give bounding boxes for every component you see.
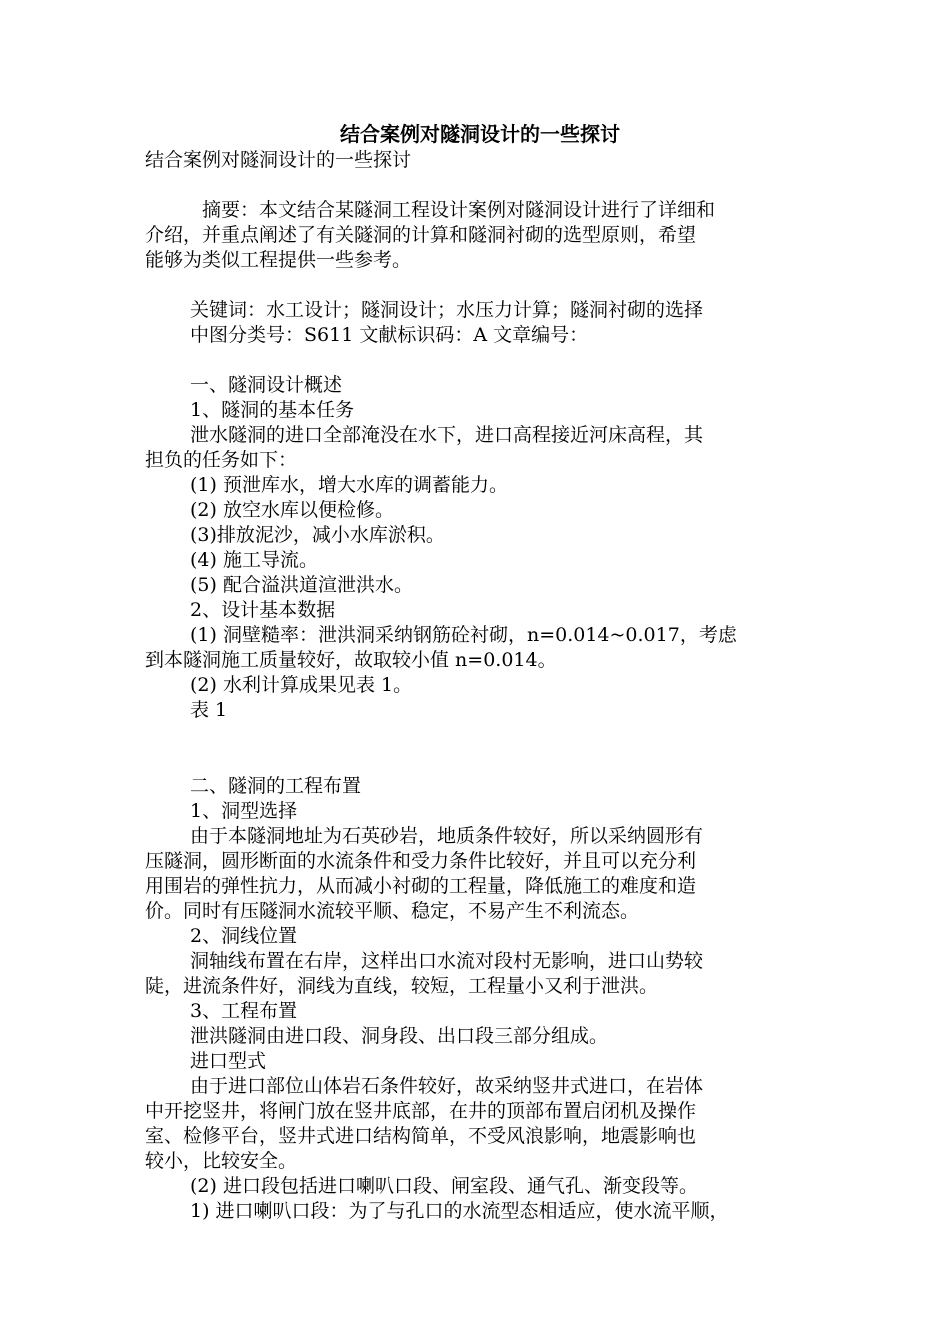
subsection-heading: 1、洞型选择	[190, 800, 298, 822]
keywords: 关键词：水工设计；隧洞设计；水压力计算；隧洞衬砌的选择	[190, 299, 704, 321]
task-item: (2) 放空水库以便检修。	[190, 499, 394, 521]
paragraph-line: 压隧洞，圆形断面的水流条件和受力条件比较好，并且可以充分利	[145, 850, 697, 872]
paragraph-line: 室、检修平台，竖井式进口结构简单，不受风浪影响，地震影响也	[145, 1125, 697, 1147]
spacer	[145, 723, 815, 774]
paragraph-line: 由于进口部位山体岩石条件较好，故采纳竖井式进口，在岩体	[190, 1075, 704, 1097]
abstract-line: 能够为类似工程提供一些参考。	[145, 249, 412, 271]
paragraph-line: 价。同时有压隧洞水流较平顺、稳定，不易产生不利流态。	[145, 900, 640, 922]
spacer	[145, 173, 815, 198]
subsection-heading: 1、隧洞的基本任务	[190, 399, 355, 421]
abstract-line: 摘要：本文结合某隧洞工程设计案例对隧洞设计进行了详细和	[202, 199, 716, 221]
spacer	[145, 273, 815, 298]
subsection-heading: 3、工程布置	[190, 1000, 298, 1022]
classification-line: 中图分类号：S611 文献标识码：A 文章编号：	[190, 324, 589, 346]
paragraph-line: 中开挖竖井，将闸门放在竖井底部，在井的顶部布置启闭机及操作	[145, 1100, 697, 1122]
paragraph-line: 泄洪隧洞由进口段、洞身段、出口段三部分组成。	[190, 1025, 609, 1047]
paragraph-line: 泄水隧洞的进口全部淹没在水下，进口高程接近河床高程，其	[190, 424, 704, 446]
task-item: (1) 预泄库水，增大水库的调蓄能力。	[190, 474, 508, 496]
document-subtitle: 结合案例对隧洞设计的一些探讨	[145, 149, 412, 171]
abstract-line: 介绍，并重点阐述了有关隧洞的计算和隧洞衬砌的选型原则，希望	[145, 224, 697, 246]
paragraph-line: 洞轴线布置在右岸，这样出口水流对段村无影响，进口山势较	[190, 950, 704, 972]
paragraph-line: 1) 进口喇叭口段：为了与孔口的水流型态相适应，使水流平顺，	[190, 1200, 729, 1222]
paragraph-line: 用围岩的弹性抗力，从而减小衬砌的工程量，降低施工的难度和造	[145, 875, 697, 897]
section-heading: 二、隧洞的工程布置	[190, 775, 362, 797]
task-item: (3)排放泥沙，减小水库淤积。	[190, 524, 445, 546]
subsection-heading: 进口型式	[190, 1050, 267, 1072]
data-item: (2) 水利计算成果见表 1。	[190, 674, 413, 696]
paragraph-line: 陡，进流条件好，洞线为直线，较短，工程量小又利于泄洪。	[145, 975, 659, 997]
paragraph-line: 担负的任务如下：	[145, 449, 298, 471]
section-heading: 一、隧洞设计概述	[190, 374, 343, 396]
paragraph-line: 由于本隧洞地址为石英砂岩，地质条件较好，所以采纳圆形有	[190, 825, 704, 847]
task-item: (4) 施工导流。	[190, 549, 318, 571]
document-title: 结合案例对隧洞设计的一些探讨	[340, 122, 620, 146]
data-item: (1) 洞壁糙率：泄洪洞采纳钢筋砼衬砌，n=0.014~0.017，考虑	[190, 624, 737, 646]
document-page	[145, 120, 815, 1224]
task-item: (5) 配合溢洪道渲泄洪水。	[190, 574, 413, 596]
subsection-heading: 2、洞线位置	[190, 925, 298, 947]
table-label: 表 1	[190, 699, 228, 721]
paragraph-line: 较小，比较安全。	[145, 1150, 298, 1172]
paragraph-line: (2) 进口段包括进口喇叭口段、闸室段、通气孔、渐变段等。	[190, 1175, 698, 1197]
subsection-heading: 2、设计基本数据	[190, 599, 336, 621]
spacer	[145, 348, 815, 373]
data-item: 到本隧洞施工质量较好，故取较小值 n=0.014。	[145, 649, 557, 671]
